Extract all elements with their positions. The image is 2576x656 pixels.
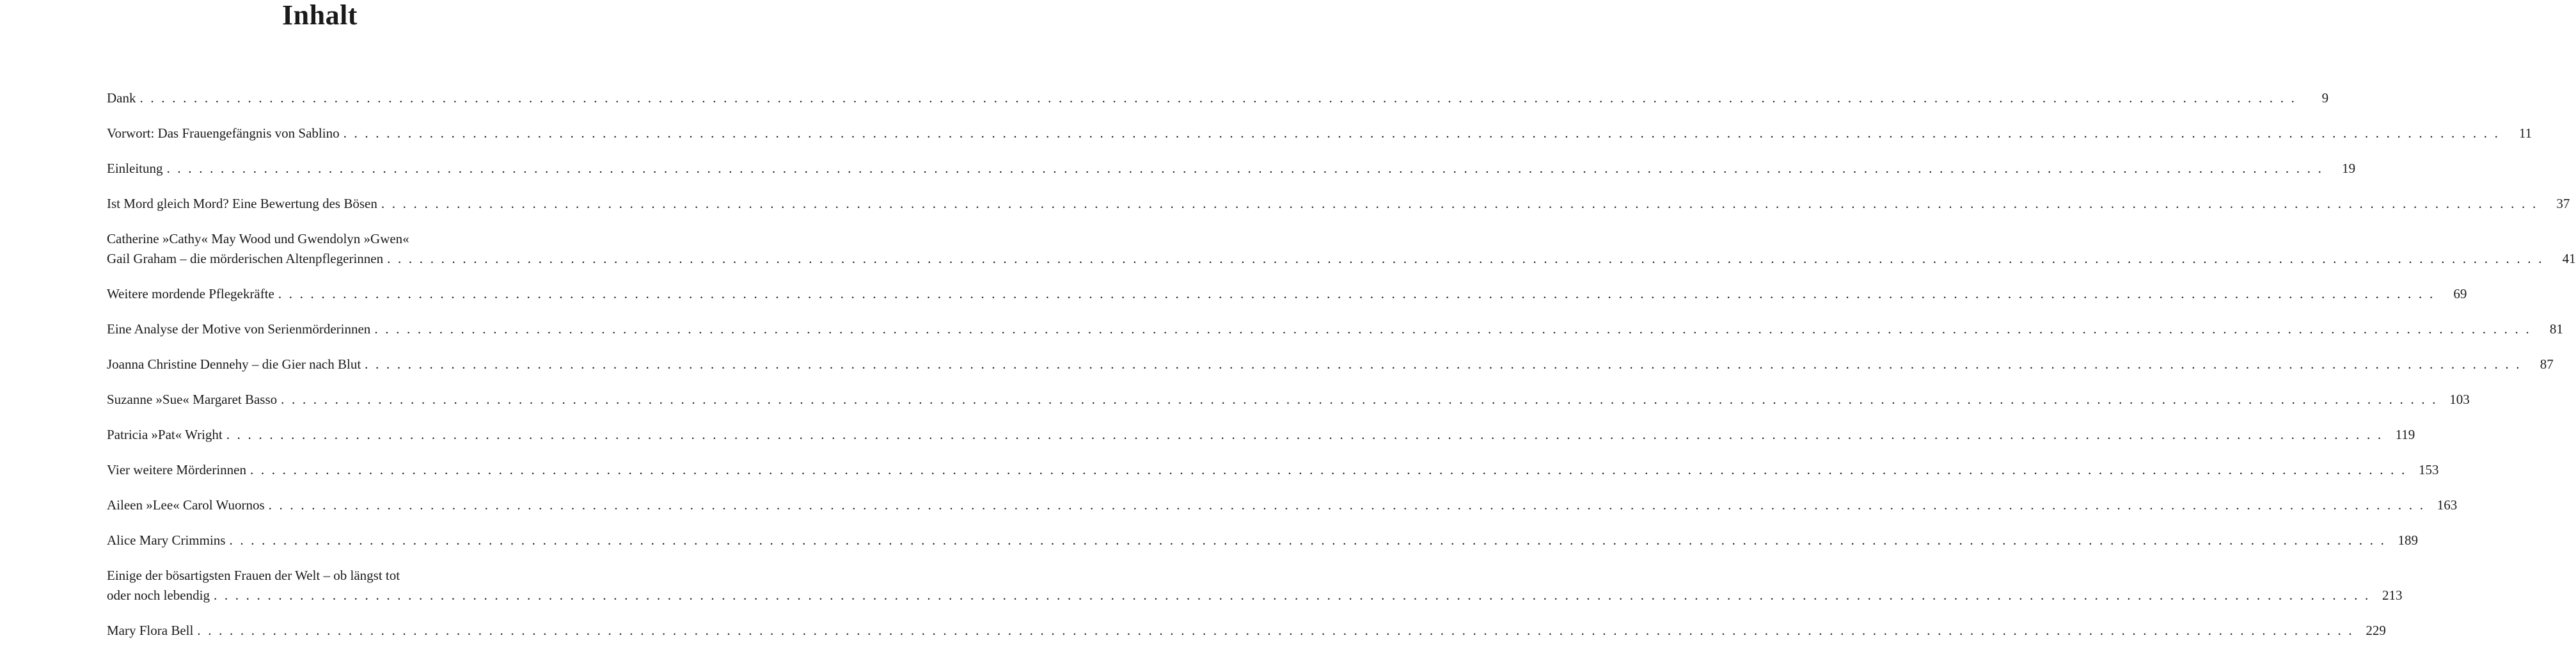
page-title: Inhalt [282, 0, 358, 31]
toc-page-number: 81 [2549, 321, 2563, 337]
dot-leader: . . . . . . . . . . . . . . . . . . . . . . . . . . . . . . . . . . . . . . . . . . . . . . . . . . . . . . . . . . . . . . . . . . . . . . . . . . . . . . . . . . . . . . . . . . . . . . . . . . . . . . . . . . . . . . . . . . . . . . . . . . . . . . . . . . . . . . . . . . . . . . . . . . . . . . . . . . . . . . . . . . . . . . . . . . . . . . . . . . . . . . . . . . . . . . . . . . . . . . . . [281, 392, 2438, 407]
toc-entry-title-line: Catherine »Cathy« May Wood und Gwendolyn »Gwen« [107, 231, 409, 246]
toc-entry[interactable] [107, 88, 2329, 108]
toc-page-number: 9 [2321, 90, 2329, 106]
toc-entry[interactable] [107, 566, 2403, 605]
toc-entry-title-line: Einige der bösartigsten Frauen der Welt – ob längst tot [107, 568, 400, 583]
dot-leader: . . . . . . . . . . . . . . . . . . . . . . . . . . . . . . . . . . . . . . . . . . . . . . . . . . . . . . . . . . . . . . . . . . . . . . . . . . . . . . . . . . . . . . . . . . . . . . . . . . . . . . . . . . . . . . . . . . . . . . . . . . . . . . . . . . . . . . . . . . . . . . . . . . . . . . . . . . . . . . . . . . . . . . . . . . . . . . . . . . . . . . . . . . . . . . . . . . . . . . . . [374, 321, 2531, 337]
toc-entry-title: Ist Mord gleich Mord? Eine Bewertung des Bösen [107, 196, 377, 211]
toc-entry-title: Joanna Christine Dennehy – die Gier nach Blut [107, 356, 361, 372]
toc-entry-title: Suzanne »Sue« Margaret Basso [107, 392, 278, 407]
toc-page-number: 189 [2398, 532, 2419, 548]
dot-leader: . . . . . . . . . . . . . . . . . . . . . . . . . . . . . . . . . . . . . . . . . . . . . . . . . . . . . . . . . . . . . . . . . . . . . . . . . . . . . . . . . . . . . . . . . . . . . . . . . . . . . . . . . . . . . . . . . . . . . . . . . . . . . . . . . . . . . . . . . . . . . . . . . . . . . . . . . . . . . . . . . . . . . . . . . . . . . . . . . . . . . . . . . . . . . . . . . . . . . . . . [249, 462, 2407, 477]
toc-page-number: 153 [2419, 462, 2439, 477]
toc-entry-title: Dank [107, 90, 136, 106]
toc-entry[interactable] [107, 355, 2554, 374]
dot-leader: . . . . . . . . . . . . . . . . . . . . . . . . . . . . . . . . . . . . . . . . . . . . . . . . . . . . . . . . . . . . . . . . . . . . . . . . . . . . . . . . . . . . . . . . . . . . . . . . . . . . . . . . . . . . . . . . . . . . . . . . . . . . . . . . . . . . . . . . . . . . . . . . . . . . . . . . . . . . . . . . . . . . . . . . . . . . . . . . . . . . . . . . . . . . . . . . . . . . . . . . [387, 251, 2544, 266]
toc-page-number: 103 [2449, 392, 2470, 407]
toc-entry-title: oder noch lebendig [107, 588, 210, 603]
toc-page-number: 213 [2382, 588, 2403, 603]
toc-entry-title: Eine Analyse der Motive von Serienmörderinnen [107, 321, 371, 337]
toc-entry[interactable] [107, 621, 2386, 641]
toc-entry-title: Einleitung [107, 161, 163, 176]
toc-entry[interactable] [107, 460, 2439, 480]
toc-entry[interactable] [107, 194, 2570, 214]
toc-entry-title: Gail Graham – die mörderischen Altenpflegerinnen [107, 251, 384, 266]
toc-page-number: 163 [2437, 497, 2458, 513]
dot-leader: . . . . . . . . . . . . . . . . . . . . . . . . . . . . . . . . . . . . . . . . . . . . . . . . . . . . . . . . . . . . . . . . . . . . . . . . . . . . . . . . . . . . . . . . . . . . . . . . . . . . . . . . . . . . . . . . . . . . . . . . . . . . . . . . . . . . . . . . . . . . . . . . . . . . . . . . . . . . . . . . . . . . . . . . . . . . . . . . . . . . . . . . . . . . . . . . . . . . . . . . [268, 497, 2426, 513]
toc-page-number: 87 [2540, 356, 2554, 372]
dot-leader: . . . . . . . . . . . . . . . . . . . . . . . . . . . . . . . . . . . . . . . . . . . . . . . . . . . . . . . . . . . . . . . . . . . . . . . . . . . . . . . . . . . . . . . . . . . . . . . . . . . . . . . . . . . . . . . . . . . . . . . . . . . . . . . . . . . . . . . . . . . . . . . . . . . . . . . . . . . . . . . . . . . . . . . . . . . . . . . . . . . . . . . . . . . . . . . . . . . . . . . . [381, 196, 2538, 211]
toc-entry[interactable] [107, 229, 2576, 269]
dot-leader: . . . . . . . . . . . . . . . . . . . . . . . . . . . . . . . . . . . . . . . . . . . . . . . . . . . . . . . . . . . . . . . . . . . . . . . . . . . . . . . . . . . . . . . . . . . . . . . . . . . . . . . . . . . . . . . . . . . . . . . . . . . . . . . . . . . . . . . . . . . . . . . . . . . . . . . . . . . . . . . . . . . . . . . . . . . . . . . . . . . . . . . . . . . . . . . . . . . . . . . . [226, 427, 2383, 442]
toc-entry[interactable] [107, 495, 2458, 515]
toc-page-number: 41 [2562, 251, 2576, 266]
dot-leader: . . . . . . . . . . . . . . . . . . . . . . . . . . . . . . . . . . . . . . . . . . . . . . . . . . . . . . . . . . . . . . . . . . . . . . . . . . . . . . . . . . . . . . . . . . . . . . . . . . . . . . . . . . . . . . . . . . . . . . . . . . . . . . . . . . . . . . . . . . . . . . . . . . . . . . . . . . . . . . . . . . . . . . . . . . . . . . . . . . . . . . . . . . . . . . . . . . . . . . . . [278, 286, 2435, 301]
dot-leader: . . . . . . . . . . . . . . . . . . . . . . . . . . . . . . . . . . . . . . . . . . . . . . . . . . . . . . . . . . . . . . . . . . . . . . . . . . . . . . . . . . . . . . . . . . . . . . . . . . . . . . . . . . . . . . . . . . . . . . . . . . . . . . . . . . . . . . . . . . . . . . . . . . . . . . . . . . . . . . . . . . . . . . . . . . . . . . . . . . . . . . . . . . . . . . . . . . . . . . . . [365, 356, 2522, 372]
dot-leader: . . . . . . . . . . . . . . . . . . . . . . . . . . . . . . . . . . . . . . . . . . . . . . . . . . . . . . . . . . . . . . . . . . . . . . . . . . . . . . . . . . . . . . . . . . . . . . . . . . . . . . . . . . . . . . . . . . . . . . . . . . . . . . . . . . . . . . . . . . . . . . . . . . . . . . . . . . . . . . . . . . . . . . . . . . . . . . . . . . . . . . . . . . . . . . . . . . . . . . . . [213, 588, 2371, 603]
toc-page-number: 229 [2366, 623, 2386, 638]
toc-entry-title: Aileen »Lee« Carol Wuornos [107, 497, 265, 513]
toc-page-number: 37 [2556, 196, 2570, 211]
toc-entry-title: Mary Flora Bell [107, 623, 194, 638]
toc-entry[interactable] [107, 124, 2533, 143]
toc-page-number: 19 [2342, 161, 2356, 176]
toc-page-number: 69 [2453, 286, 2467, 301]
toc-page-number: 119 [2395, 427, 2415, 442]
table-of-contents [107, 88, 2576, 656]
dot-leader: . . . . . . . . . . . . . . . . . . . . . . . . . . . . . . . . . . . . . . . . . . . . . . . . . . . . . . . . . . . . . . . . . . . . . . . . . . . . . . . . . . . . . . . . . . . . . . . . . . . . . . . . . . . . . . . . . . . . . . . . . . . . . . . . . . . . . . . . . . . . . . . . . . . . . . . . . . . . . . . . . . . . . . . . . . . . . . . . . . . . . . . . . . . . . . . . . . . . . . . . [197, 623, 2354, 638]
toc-entry[interactable] [107, 390, 2470, 410]
toc-entry-title: Vorwort: Das Frauengefängnis von Sablino [107, 125, 340, 141]
toc-entry-title: Alice Mary Crimmins [107, 532, 226, 548]
toc-entry[interactable] [107, 159, 2356, 179]
toc-entry-title: Weitere mordende Pflegekräfte [107, 286, 274, 301]
toc-page-number: 11 [2518, 125, 2533, 141]
toc-entry[interactable] [107, 319, 2563, 339]
toc-entry-title: Patricia »Pat« Wright [107, 427, 223, 442]
toc-entry[interactable] [107, 531, 2419, 550]
dot-leader: . . . . . . . . . . . . . . . . . . . . . . . . . . . . . . . . . . . . . . . . . . . . . . . . . . . . . . . . . . . . . . . . . . . . . . . . . . . . . . . . . . . . . . . . . . . . . . . . . . . . . . . . . . . . . . . . . . . . . . . . . . . . . . . . . . . . . . . . . . . . . . . . . . . . . . . . . . . . . . . . . . . . . . . . . . . . . . . . . . . . . . . . . . . . . . . . . . . . . . . . [139, 90, 2297, 106]
dot-leader: . . . . . . . . . . . . . . . . . . . . . . . . . . . . . . . . . . . . . . . . . . . . . . . . . . . . . . . . . . . . . . . . . . . . . . . . . . . . . . . . . . . . . . . . . . . . . . . . . . . . . . . . . . . . . . . . . . . . . . . . . . . . . . . . . . . . . . . . . . . . . . . . . . . . . . . . . . . . . . . . . . . . . . . . . . . . . . . . . . . . . . . . . . . . . . . . . . . . . . . . [166, 161, 2324, 176]
dot-leader: . . . . . . . . . . . . . . . . . . . . . . . . . . . . . . . . . . . . . . . . . . . . . . . . . . . . . . . . . . . . . . . . . . . . . . . . . . . . . . . . . . . . . . . . . . . . . . . . . . . . . . . . . . . . . . . . . . . . . . . . . . . . . . . . . . . . . . . . . . . . . . . . . . . . . . . . . . . . . . . . . . . . . . . . . . . . . . . . . . . . . . . . . . . . . . . . . . . . . . . . [343, 125, 2501, 141]
toc-entry[interactable] [107, 425, 2415, 445]
toc-entry[interactable] [107, 284, 2467, 304]
toc-entry-title: Vier weitere Mörderinnen [107, 462, 246, 477]
dot-leader: . . . . . . . . . . . . . . . . . . . . . . . . . . . . . . . . . . . . . . . . . . . . . . . . . . . . . . . . . . . . . . . . . . . . . . . . . . . . . . . . . . . . . . . . . . . . . . . . . . . . . . . . . . . . . . . . . . . . . . . . . . . . . . . . . . . . . . . . . . . . . . . . . . . . . . . . . . . . . . . . . . . . . . . . . . . . . . . . . . . . . . . . . . . . . . . . . . . . . . . . [229, 532, 2387, 548]
